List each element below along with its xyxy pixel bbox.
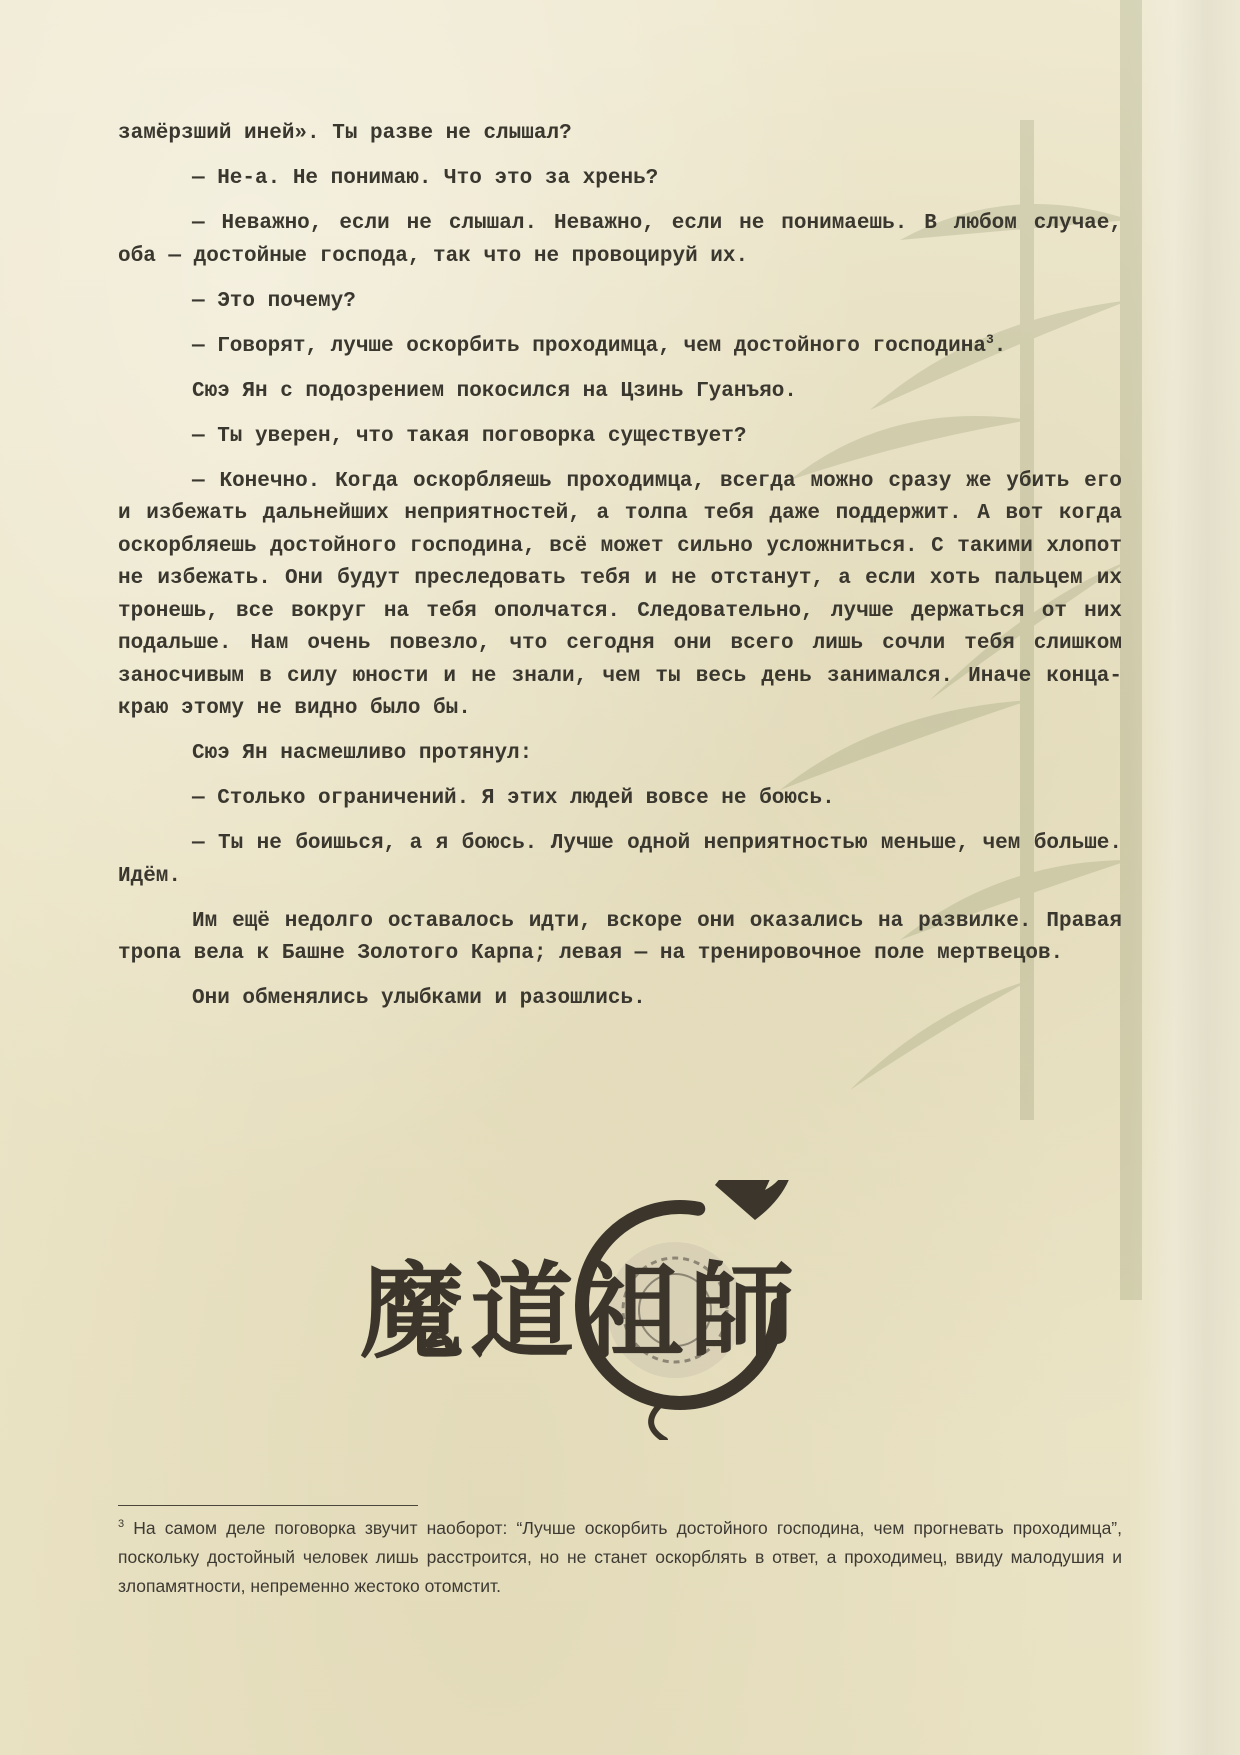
paragraph: Сюэ Ян насмешливо протянул:	[192, 742, 533, 765]
paragraph: Они обменялись улыбками и разошлись.	[192, 987, 646, 1010]
footnote-number: 3	[118, 1518, 125, 1531]
footnote-text: На самом деле поговорка звучит наоборот: “Лучше оскорбить достойного господина, чем прогневать проходимца”, поскольку достойный человек лишь расстроится, но не станет оскорблять в ответ, а проходимец, ввиду малодушия и злопамятности, непременно жестоко отомстит.	[118, 1518, 1122, 1596]
paragraph: замёрзший иней». Ты разве не слышал?	[118, 122, 572, 145]
paragraph: — Это почему?	[192, 289, 356, 313]
paragraph: Сюэ Ян с подозрением покосился на Цзинь Гуанъяо.	[192, 379, 797, 403]
paragraph: — Не-а. Не понимаю. Что это за хрень?	[192, 167, 659, 190]
paragraph: Им ещё недолго оставалось идти, вскоре они оказались на развилке. Правая тропа вела к Башне Золотого Карпа; левая — на тренировочное поле мертвецов.	[118, 909, 1122, 965]
logo-text: 魔道祖師	[360, 1250, 801, 1373]
footnote-separator	[118, 1505, 418, 1506]
mdzs-logo	[360, 1180, 900, 1440]
paragraph-text-end: .	[993, 334, 1007, 358]
paragraph: — Ты уверен, что такая поговорка существует?	[192, 424, 747, 448]
body-text	[118, 118, 1122, 1028]
paragraph: — Неважно, если не слышал. Неважно, если не понимаешь. В любом случае, оба — достойные господа, так что не провоцируй их.	[118, 212, 1122, 268]
footnote	[118, 1514, 1122, 1601]
footnote-ref[interactable]: 3	[985, 331, 994, 347]
paragraph: — Конечно. Когда оскорбляешь проходимца, всегда можно сразу же убить его и избежать дальнейших неприятностей, а толпа тебя даже поддержит. А вот когда оскорбляешь достойного господина, всё может сильно усложниться. С такими хлопот не избежать. Они будут преследовать тебя и не отстанут, а если хоть пальцем их тронешь, все вокруг на тебя ополчатся. Следовательно, лучше держаться от них подальше. Нам очень повезло, что сегодня они всего лишь сочли тебя слишком заносчивым в силу юности и не знали, чем ты весь день занимался. Иначе конца-краю этому не видно было бы.	[118, 469, 1122, 720]
paragraph: — Столько ограничений. Я этих людей вовсе не боюсь.	[192, 787, 835, 810]
paragraph-text: — Говорят, лучше оскорбить проходимца, чем достойного господина	[192, 334, 986, 358]
paragraph: — Ты не боишься, а я боюсь. Лучше одной неприятностью меньше, чем больше. Идём.	[118, 832, 1122, 888]
paragraph-with-footnote	[118, 331, 1122, 364]
